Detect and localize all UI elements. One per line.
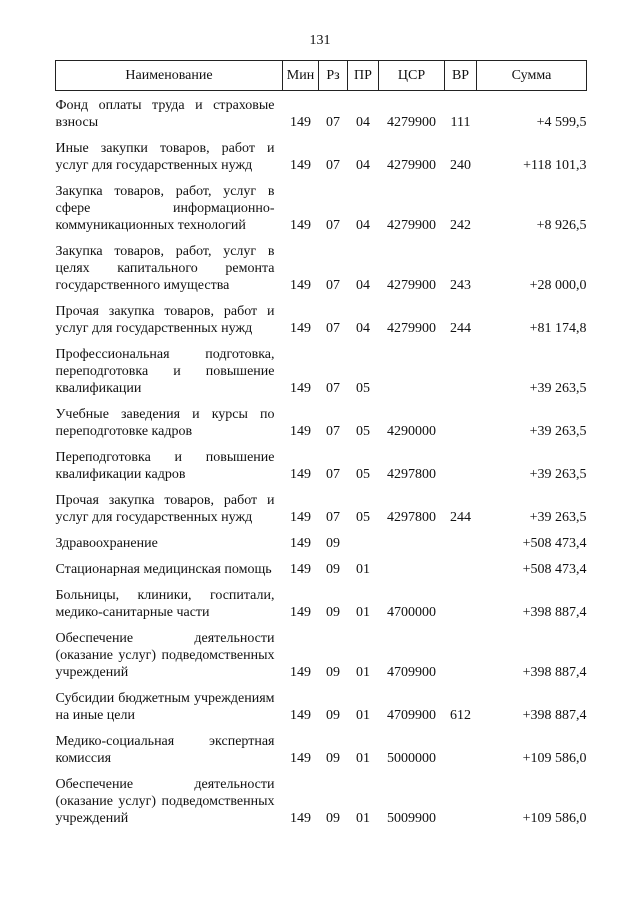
row-spacer	[56, 767, 587, 776]
cell-min: 149	[290, 424, 311, 439]
cell-rz: 09	[326, 708, 340, 723]
table-row	[56, 91, 587, 132]
cell-min: 149	[290, 467, 311, 482]
row-spacer-cell	[56, 681, 587, 690]
row-spacer	[56, 440, 587, 449]
cell-min: 149	[290, 278, 311, 293]
cell-rz: 07	[326, 467, 340, 482]
cell-csr: 4297800	[387, 467, 436, 482]
cell-name: Обеспечение деятельности (оказание услуг) подведомственных учреждений	[55, 777, 275, 826]
cell-pr: 01	[356, 751, 370, 766]
cell-rz: 07	[326, 424, 340, 439]
table-row	[56, 492, 587, 526]
row-spacer	[56, 397, 587, 406]
cell-csr: 4709900	[387, 708, 436, 723]
cell-csr: 4279900	[387, 115, 436, 130]
cell-name: Больницы, клиники, госпитали, медико-санитарные части	[55, 588, 275, 620]
row-spacer-cell	[56, 552, 587, 561]
cell-vr	[445, 346, 477, 397]
header-vr: ВР	[445, 61, 477, 91]
cell-pr: 01	[356, 562, 370, 577]
row-spacer	[56, 337, 587, 346]
cell-rz: 07	[326, 218, 340, 233]
cell-csr: 4700000	[387, 605, 436, 620]
row-spacer	[56, 526, 587, 535]
cell-name: Профессиональная подготовка, переподготовка и повышение квалификации	[55, 347, 275, 396]
cell-vr	[445, 776, 477, 827]
row-spacer	[56, 621, 587, 630]
cell-rz: 07	[326, 115, 340, 130]
cell-pr: 04	[356, 158, 370, 173]
cell-name: Обеспечение деятельности (оказание услуг) подведомственных учреждений	[55, 631, 275, 680]
cell-name: Закупка товаров, работ, услуг в целях капитального ремонта государственного имущества	[55, 244, 275, 293]
cell-name: Здравоохранение	[55, 536, 158, 551]
row-spacer	[56, 578, 587, 587]
header-csr: ЦСР	[379, 61, 445, 91]
cell-vr	[445, 406, 477, 440]
row-spacer	[56, 483, 587, 492]
cell-min: 149	[290, 562, 311, 577]
cell-name: Фонд оплаты труда и страховые взносы	[55, 98, 275, 130]
cell-pr	[348, 535, 379, 552]
cell-pr: 01	[356, 605, 370, 620]
cell-min: 149	[290, 665, 311, 680]
cell-min: 149	[290, 751, 311, 766]
cell-vr	[445, 535, 477, 552]
cell-vr: 240	[450, 158, 471, 173]
cell-name: Прочая закупка товаров, работ и услуг для государственных нужд	[55, 304, 275, 336]
table-row	[56, 561, 587, 578]
cell-name: Переподготовка и повышение квалификации кадров	[55, 450, 275, 482]
header-name: Наименование	[56, 61, 283, 91]
cell-csr: 4709900	[387, 665, 436, 680]
row-spacer-cell	[56, 131, 587, 140]
cell-name: Прочая закупка товаров, работ и услуг для государственных нужд	[55, 493, 275, 525]
cell-pr: 04	[356, 321, 370, 336]
cell-min: 149	[290, 811, 311, 826]
row-spacer-cell	[56, 294, 587, 303]
cell-vr	[445, 630, 477, 681]
cell-rz: 07	[326, 381, 340, 396]
row-spacer-cell	[56, 337, 587, 346]
row-spacer	[56, 552, 587, 561]
table-row	[56, 776, 587, 827]
row-spacer	[56, 174, 587, 183]
cell-csr: 4279900	[387, 321, 436, 336]
cell-name: Стационарная медицинская помощь	[55, 562, 272, 577]
table-body	[56, 91, 587, 828]
cell-sum: +118 101,3	[523, 158, 587, 173]
cell-pr: 01	[356, 811, 370, 826]
row-spacer-cell	[56, 397, 587, 406]
header-min: Мин	[283, 61, 319, 91]
cell-rz: 09	[326, 536, 340, 551]
cell-min: 149	[290, 536, 311, 551]
cell-pr: 01	[356, 665, 370, 680]
cell-rz: 07	[326, 510, 340, 525]
cell-sum: +398 887,4	[522, 605, 587, 620]
cell-vr: 244	[450, 510, 471, 525]
row-spacer-cell	[56, 526, 587, 535]
cell-min: 149	[290, 381, 311, 396]
header-pr: ПР	[348, 61, 379, 91]
cell-rz: 09	[326, 562, 340, 577]
cell-vr	[445, 587, 477, 621]
cell-vr	[445, 733, 477, 767]
cell-name: Закупка товаров, работ, услуг в сфере информационно-коммуникационных технологий	[55, 184, 275, 233]
cell-name: Иные закупки товаров, работ и услуг для государственных нужд	[55, 141, 275, 173]
row-spacer	[56, 131, 587, 140]
table-row	[56, 346, 587, 397]
table-row	[56, 303, 587, 337]
cell-min: 149	[290, 510, 311, 525]
table-row	[56, 449, 587, 483]
cell-csr: 4279900	[387, 278, 436, 293]
budget-table	[55, 60, 587, 827]
row-spacer-cell	[56, 483, 587, 492]
row-spacer	[56, 681, 587, 690]
cell-rz: 07	[326, 278, 340, 293]
cell-sum: +398 887,4	[522, 708, 587, 723]
cell-vr	[445, 449, 477, 483]
row-spacer	[56, 294, 587, 303]
cell-pr: 05	[356, 510, 370, 525]
cell-csr: 4290000	[387, 424, 436, 439]
cell-csr	[379, 346, 445, 397]
cell-sum: +8 926,5	[536, 218, 587, 233]
row-spacer-cell	[56, 767, 587, 776]
row-spacer	[56, 724, 587, 733]
cell-name: Учебные заведения и курсы по переподготовке кадров	[55, 407, 275, 439]
table-row	[56, 243, 587, 294]
cell-vr: 244	[450, 321, 471, 336]
table-row	[56, 733, 587, 767]
cell-min: 149	[290, 158, 311, 173]
table-row	[56, 587, 587, 621]
cell-vr: 111	[450, 115, 471, 130]
row-spacer	[56, 234, 587, 243]
cell-csr: 4279900	[387, 218, 436, 233]
cell-csr	[379, 561, 445, 578]
cell-name: Субсидии бюджетным учреждениям на иные цели	[55, 691, 275, 723]
cell-sum: +109 586,0	[522, 811, 587, 826]
table-row	[56, 630, 587, 681]
cell-sum: +398 887,4	[522, 665, 587, 680]
cell-min: 149	[290, 115, 311, 130]
cell-min: 149	[290, 218, 311, 233]
cell-rz: 07	[326, 321, 340, 336]
cell-rz: 07	[326, 158, 340, 173]
cell-vr	[445, 561, 477, 578]
cell-sum: +39 263,5	[529, 467, 587, 482]
row-spacer-cell	[56, 234, 587, 243]
cell-vr: 612	[450, 708, 471, 723]
cell-vr: 243	[450, 278, 471, 293]
cell-rz: 09	[326, 751, 340, 766]
table-row	[56, 183, 587, 234]
table-row	[56, 690, 587, 724]
cell-pr: 05	[356, 424, 370, 439]
cell-rz: 09	[326, 605, 340, 620]
table-row	[56, 140, 587, 174]
cell-sum: +39 263,5	[529, 381, 587, 396]
header-rz: Рз	[319, 61, 348, 91]
table-header-row	[56, 61, 587, 91]
cell-min: 149	[290, 321, 311, 336]
cell-sum: +109 586,0	[522, 751, 587, 766]
cell-vr: 242	[450, 218, 471, 233]
cell-csr: 5009900	[387, 811, 436, 826]
cell-sum: +39 263,5	[529, 424, 587, 439]
row-spacer-cell	[56, 440, 587, 449]
page-number: 131	[309, 33, 331, 48]
cell-csr: 4279900	[387, 158, 436, 173]
cell-rz: 09	[326, 811, 340, 826]
cell-pr: 05	[356, 467, 370, 482]
cell-sum: +28 000,0	[529, 278, 587, 293]
cell-min: 149	[290, 605, 311, 620]
cell-pr: 04	[356, 218, 370, 233]
header-sum: Сумма	[477, 61, 587, 91]
cell-csr: 5000000	[387, 751, 436, 766]
cell-pr: 05	[356, 381, 370, 396]
cell-pr: 01	[356, 708, 370, 723]
cell-sum: +508 473,4	[522, 562, 587, 577]
cell-csr: 4297800	[387, 510, 436, 525]
table-row	[56, 406, 587, 440]
row-spacer-cell	[56, 174, 587, 183]
cell-pr: 04	[356, 115, 370, 130]
cell-rz: 09	[326, 665, 340, 680]
row-spacer-cell	[56, 621, 587, 630]
row-spacer-cell	[56, 724, 587, 733]
row-spacer-cell	[56, 578, 587, 587]
cell-sum: +81 174,8	[529, 321, 587, 336]
cell-name: Медико-социальная экспертная комиссия	[55, 734, 275, 766]
cell-sum: +39 263,5	[529, 510, 587, 525]
cell-sum: +508 473,4	[522, 536, 587, 551]
cell-pr: 04	[356, 278, 370, 293]
table-row	[56, 535, 587, 552]
cell-min: 149	[290, 708, 311, 723]
cell-csr	[379, 535, 445, 552]
cell-sum: +4 599,5	[536, 115, 587, 130]
